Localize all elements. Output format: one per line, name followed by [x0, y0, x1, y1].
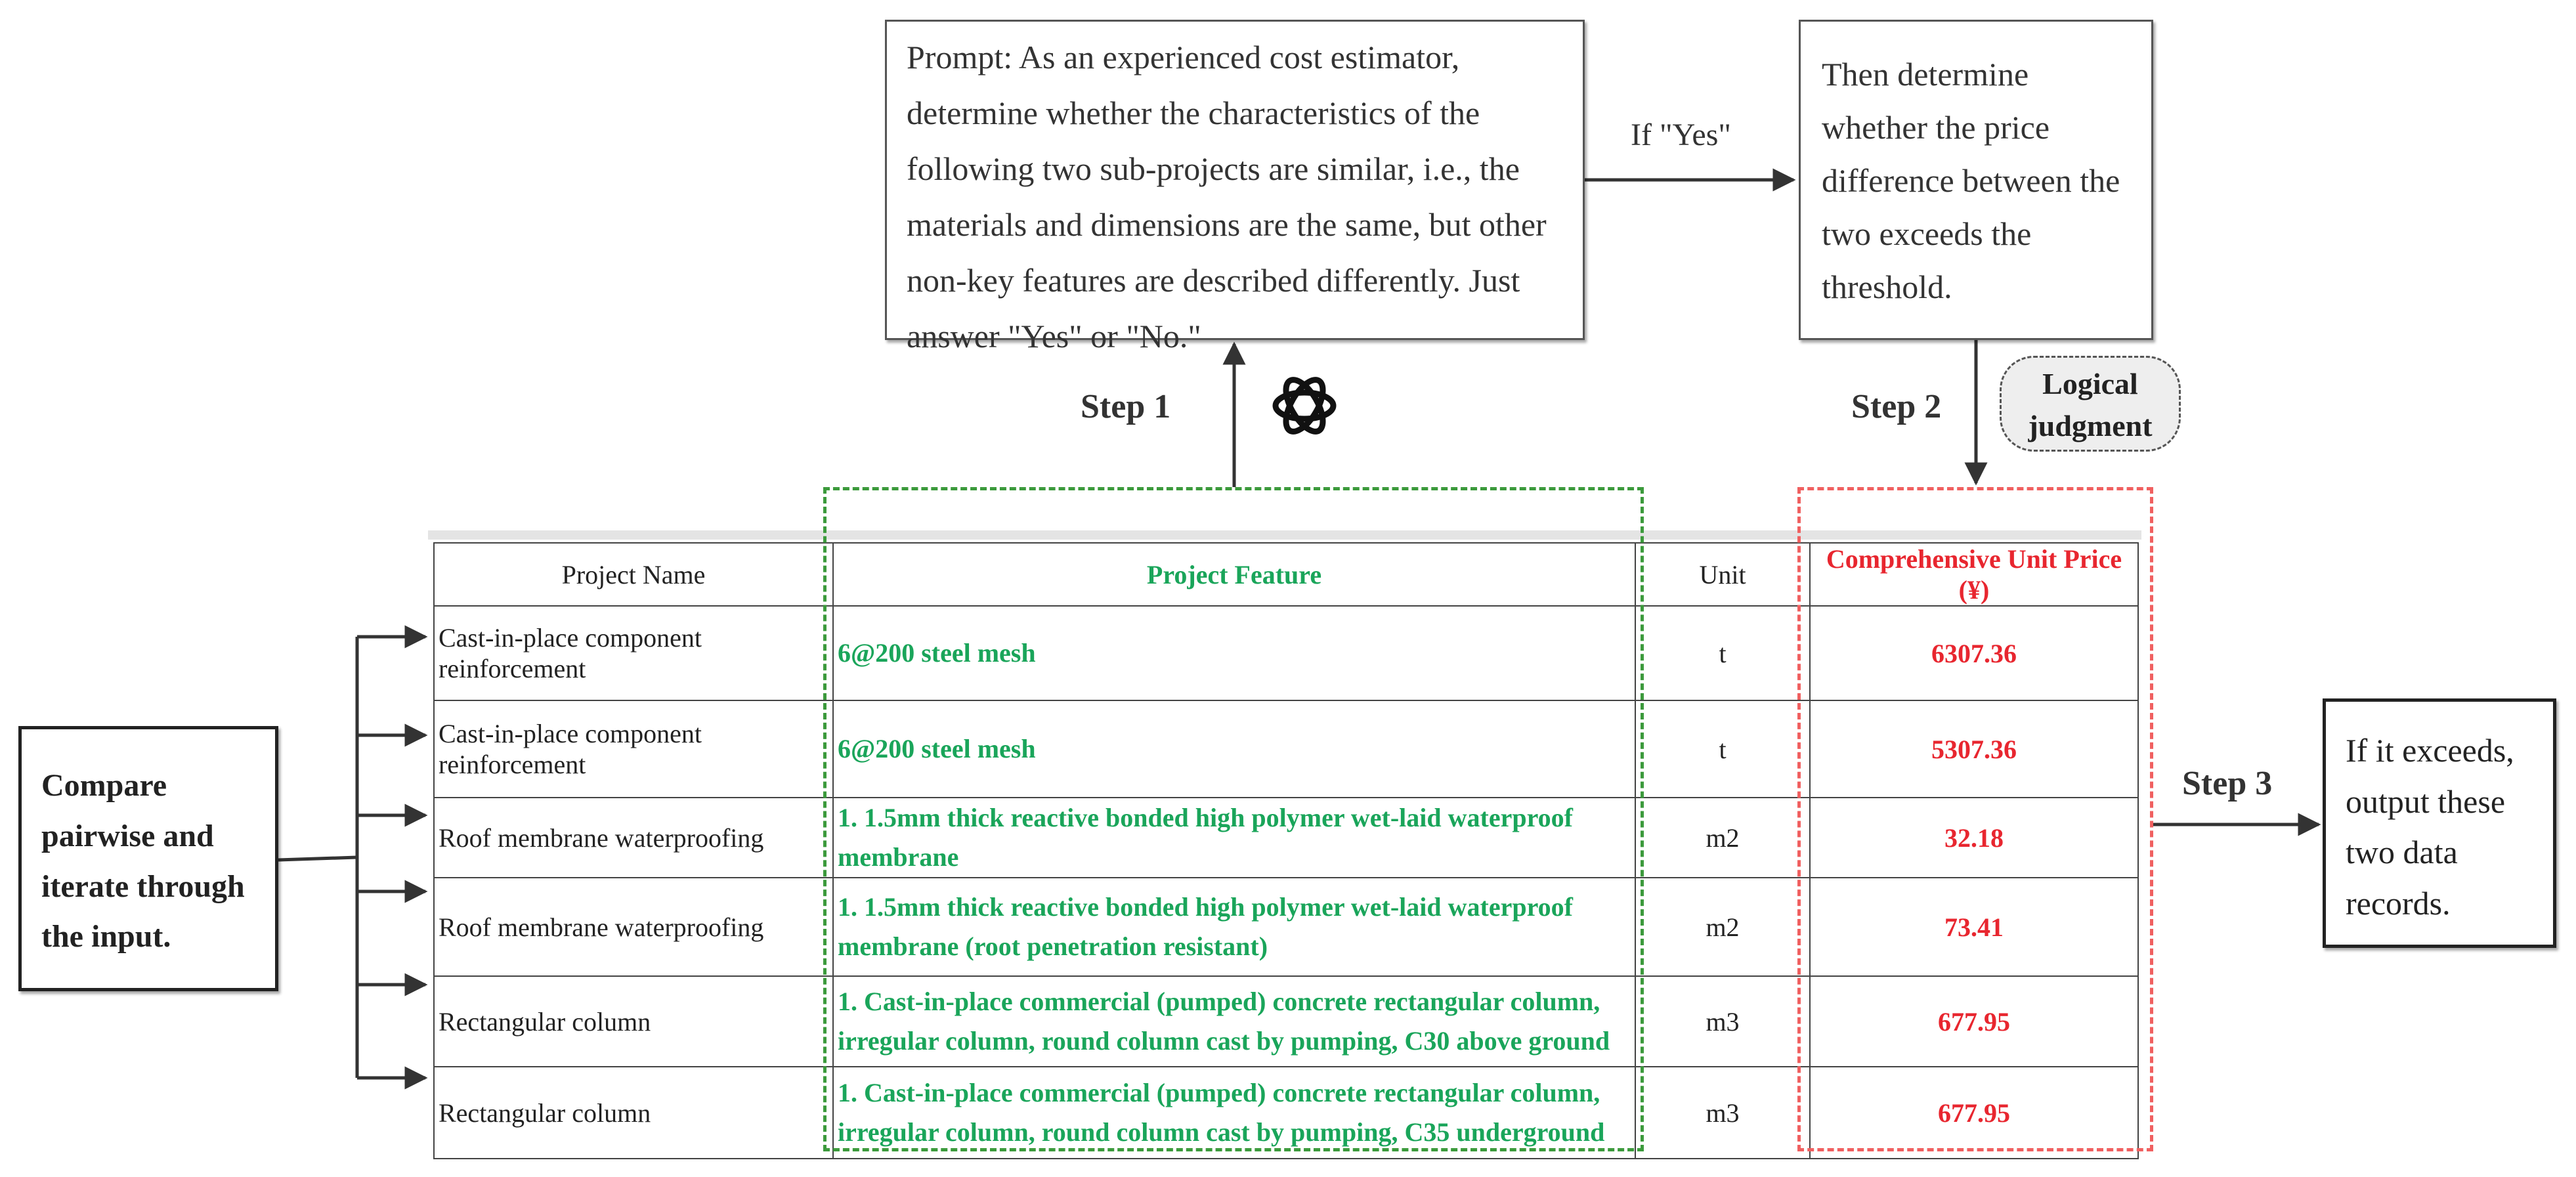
step-1-label: Step 1 [1081, 388, 1171, 425]
cell-unit: m2 [1635, 798, 1810, 878]
logical-judgment-badge: Logical judgment [2000, 356, 2181, 452]
cell-unit: m2 [1635, 878, 1810, 976]
step-2-label: Step 2 [1851, 388, 1942, 425]
cell-project-name: Roof membrane waterproofing [434, 878, 833, 976]
cell-project-name: Cast-in-place component reinforcement [434, 606, 833, 700]
step-3-label: Step 3 [2182, 765, 2273, 802]
cell-price: 73.41 [1810, 878, 2138, 976]
cell-project-name: Rectangular column [434, 1067, 833, 1159]
cell-price: 6307.36 [1810, 606, 2138, 700]
cell-unit: m3 [1635, 1067, 1810, 1159]
header-project-name: Project Name [434, 543, 833, 606]
cell-project-name: Roof membrane waterproofing [434, 798, 833, 878]
compare-box: Compare pairwise and iterate through the input. [18, 726, 278, 991]
price-highlight-frame [1797, 487, 2153, 1151]
cell-project-feature: 1. Cast-in-place commercial (pumped) concrete rectangular column, irregular column, round column cast by pumping, C30 above ground [833, 976, 1635, 1067]
if-yes-label: If "Yes" [1631, 118, 1731, 152]
output-box: If it exceeds, output these two data records. [2323, 698, 2556, 948]
cell-unit: m3 [1635, 976, 1810, 1067]
cell-unit: t [1635, 606, 1810, 700]
cell-price: 32.18 [1810, 798, 2138, 878]
feature-highlight-frame [823, 487, 1644, 1151]
prompt-box: Prompt: As an experienced cost estimator, determine whether the characteristics of the following two sub-projects are similar, i.e., the materials and dimensions are the same, but other non-key features are described differently. Just answer "Yes" or "No." [885, 20, 1585, 340]
header-unit: Unit [1635, 543, 1810, 606]
cell-project-name: Rectangular column [434, 976, 833, 1067]
compare-connector [278, 857, 357, 860]
cell-project-feature: 1. 1.5mm thick reactive bonded high polymer wet-laid waterproof membrane [833, 798, 1635, 878]
cell-project-name: Cast-in-place component reinforcement [434, 700, 833, 798]
cell-price: 677.95 [1810, 976, 2138, 1067]
cell-price: 5307.36 [1810, 700, 2138, 798]
cell-project-feature: 1. Cast-in-place commercial (pumped) concrete rectangular column, irregular column, round column cast by pumping, C35 underground [833, 1067, 1635, 1159]
header-unit-price: Comprehensive Unit Price (¥) [1810, 543, 2138, 606]
header-project-feature: Project Feature [833, 543, 1635, 606]
cell-project-feature: 1. 1.5mm thick reactive bonded high polymer wet-laid waterproof membrane (root penetration resistant) [833, 878, 1635, 976]
cell-project-feature: 6@200 steel mesh [833, 700, 1635, 798]
openai-logo-icon [1276, 374, 1333, 437]
threshold-box: Then determine whether the price difference between the two exceeds the threshold. [1799, 20, 2153, 340]
cell-price: 677.95 [1810, 1067, 2138, 1159]
cell-project-feature: 6@200 steel mesh [833, 606, 1635, 700]
cell-unit: t [1635, 700, 1810, 798]
